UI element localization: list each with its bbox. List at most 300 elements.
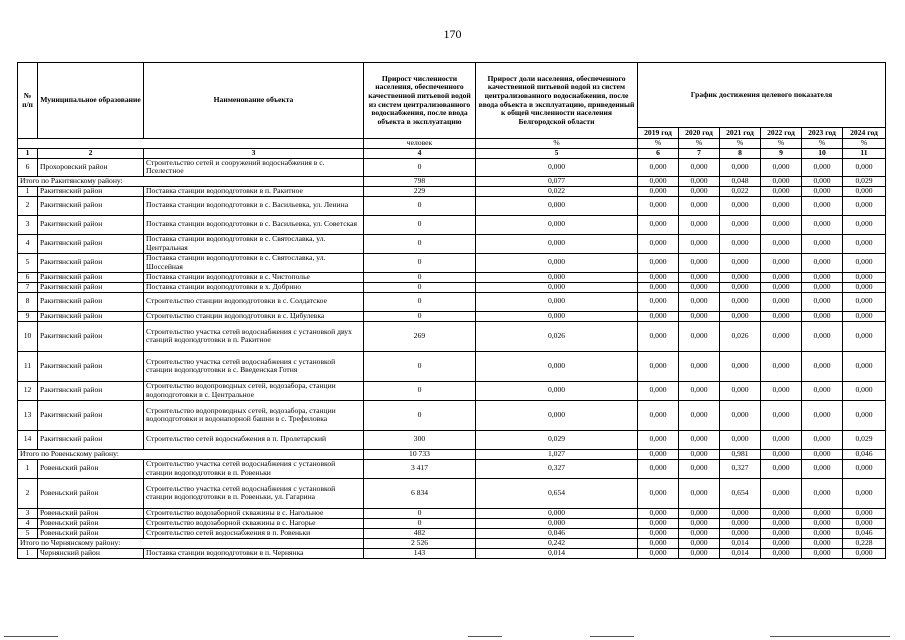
share-growth-cell: 0,000 [476, 400, 638, 430]
year-value-cell: 0,000 [720, 518, 761, 528]
share-growth-cell: 0,014 [476, 548, 638, 558]
pop-growth-cell: 3 417 [364, 459, 476, 478]
row-number: 7 [18, 282, 38, 292]
municipality-cell: Ракитянский район [38, 196, 144, 215]
pop-growth-cell: 0 [364, 196, 476, 215]
header-year-unit: % [843, 139, 886, 149]
header-year-unit: % [679, 139, 720, 149]
pop-growth-cell: 0 [364, 400, 476, 430]
year-value-cell: 0,000 [638, 538, 679, 548]
table-row [18, 400, 886, 430]
object-cell: Строительство водопроводных сетей, водозабора, станции водоподготовки и водонапорной башни в с. Трефиловка [144, 400, 364, 430]
year-value-cell: 0,000 [638, 311, 679, 321]
row-number: 1 [18, 548, 38, 558]
year-value-cell: 0,000 [761, 176, 802, 186]
row-number: 4 [18, 518, 38, 528]
object-cell: Поставка станции водоподготовки в с. Святославка, ул. Шоссейная [144, 253, 364, 272]
year-value-cell: 0,000 [843, 196, 886, 215]
year-value-cell: 0,000 [679, 253, 720, 272]
pop-growth-cell: 0 [364, 518, 476, 528]
pop-growth-cell: 0 [364, 381, 476, 400]
year-value-cell: 0,000 [843, 459, 886, 478]
share-growth-cell: 0,000 [476, 234, 638, 253]
year-value-cell: 0,000 [679, 518, 720, 528]
share-growth-cell: 0,000 [476, 253, 638, 272]
year-value-cell: 0,000 [679, 449, 720, 459]
year-value-cell: 0,000 [638, 196, 679, 215]
year-value-cell: 0,000 [802, 321, 843, 351]
pop-growth-cell: 0 [364, 158, 476, 176]
share-growth-cell: 0,000 [476, 215, 638, 234]
row-number: 9 [18, 311, 38, 321]
year-value-cell: 0,000 [679, 176, 720, 186]
total-row [18, 176, 886, 186]
table-header [18, 63, 886, 159]
row-number: 8 [18, 292, 38, 311]
table-row [18, 196, 886, 215]
year-value-cell: 0,000 [843, 518, 886, 528]
year-value-cell: 0,000 [720, 215, 761, 234]
year-value-cell: 0,000 [761, 351, 802, 381]
year-value-cell: 0,000 [761, 272, 802, 282]
year-value-cell: 0,000 [720, 381, 761, 400]
year-value-cell: 0,000 [843, 478, 886, 508]
pop-growth-cell: 798 [364, 176, 476, 186]
year-value-cell: 0,000 [843, 321, 886, 351]
year-value-cell: 0,327 [720, 459, 761, 478]
year-value-cell: 0,000 [761, 253, 802, 272]
year-value-cell: 0,000 [843, 186, 886, 196]
pop-growth-cell: 0 [364, 234, 476, 253]
year-value-cell: 0,048 [720, 176, 761, 186]
year-value-cell: 0,000 [679, 459, 720, 478]
header-year: 2023 год [802, 128, 843, 139]
year-value-cell: 0,000 [638, 282, 679, 292]
table-row [18, 518, 886, 528]
table-row [18, 282, 886, 292]
object-cell: Строительство сетей водоснабжения в п. Пролетарский [144, 430, 364, 449]
row-number: 12 [18, 381, 38, 400]
year-value-cell: 0,000 [679, 351, 720, 381]
year-value-cell: 0,000 [720, 528, 761, 538]
municipality-cell: Ракитянский район [38, 186, 144, 196]
object-cell: Строительство станции водоподготовки в с. Солдатское [144, 292, 364, 311]
municipality-cell: Чернянский район [38, 548, 144, 558]
municipality-cell: Ракитянский район [38, 311, 144, 321]
year-value-cell: 0,000 [802, 253, 843, 272]
municipality-cell: Ровеньский район [38, 528, 144, 538]
year-value-cell: 0,000 [802, 215, 843, 234]
year-value-cell: 0,000 [638, 253, 679, 272]
header-year: 2021 год [720, 128, 761, 139]
total-label: Итого по Чернянскому району: [18, 538, 364, 548]
year-value-cell: 0,000 [802, 351, 843, 381]
pop-growth-cell: 0 [364, 272, 476, 282]
year-value-cell: 0,000 [843, 272, 886, 282]
year-value-cell: 0,000 [802, 381, 843, 400]
municipality-cell: Ракитянский район [38, 351, 144, 381]
share-growth-cell: 0,029 [476, 430, 638, 449]
table-row [18, 508, 886, 518]
year-value-cell: 0,000 [802, 311, 843, 321]
year-value-cell: 0,000 [638, 215, 679, 234]
year-value-cell: 0,000 [843, 351, 886, 381]
row-number: 3 [18, 215, 38, 234]
municipality-cell: Ракитянский район [38, 282, 144, 292]
year-value-cell: 0,000 [720, 311, 761, 321]
year-value-cell: 0,000 [843, 292, 886, 311]
year-value-cell: 0,000 [720, 253, 761, 272]
year-value-cell: 0,000 [679, 158, 720, 176]
municipality-cell: Ракитянский район [38, 215, 144, 234]
header-year-unit: % [720, 139, 761, 149]
year-value-cell: 0,029 [843, 176, 886, 186]
header-units-blank [18, 139, 364, 149]
share-growth-cell: 0,000 [476, 282, 638, 292]
year-value-cell: 0,000 [802, 158, 843, 176]
total-label: Итого по Ровеньскому району: [18, 449, 364, 459]
year-value-cell: 0,000 [843, 215, 886, 234]
year-value-cell: 0,000 [802, 518, 843, 528]
row-number: 2 [18, 196, 38, 215]
year-value-cell: 0,981 [720, 449, 761, 459]
row-number: 4 [18, 234, 38, 253]
share-growth-cell: 0,000 [476, 158, 638, 176]
municipality-cell: Ракитянский район [38, 272, 144, 282]
municipality-cell: Ровеньский район [38, 459, 144, 478]
year-value-cell: 0,000 [802, 176, 843, 186]
row-number: 2 [18, 478, 38, 508]
year-value-cell: 0,000 [843, 311, 886, 321]
year-value-cell: 0,000 [679, 234, 720, 253]
pop-growth-cell: 0 [364, 282, 476, 292]
header-unit-pct: % [476, 139, 638, 149]
row-number: 1 [18, 459, 38, 478]
pop-growth-cell: 0 [364, 508, 476, 518]
object-cell: Строительство водозаборной скважины в с. Нагольное [144, 508, 364, 518]
pop-growth-cell: 0 [364, 351, 476, 381]
row-number: 6 [18, 272, 38, 282]
year-value-cell: 0,000 [638, 508, 679, 518]
target-indicator-table [17, 62, 886, 559]
year-value-cell: 0,000 [638, 400, 679, 430]
share-growth-cell: 0,242 [476, 538, 638, 548]
year-value-cell: 0,000 [843, 381, 886, 400]
year-value-cell: 0,000 [679, 381, 720, 400]
table-body [18, 158, 886, 558]
municipality-cell: Прохоровский район [38, 158, 144, 176]
pop-growth-cell: 2 526 [364, 538, 476, 548]
pop-growth-cell: 0 [364, 253, 476, 272]
year-value-cell: 0,000 [679, 196, 720, 215]
municipality-cell: Ракитянский район [38, 321, 144, 351]
year-value-cell: 0,000 [720, 351, 761, 381]
header-year-unit: % [761, 139, 802, 149]
year-value-cell: 0,000 [720, 400, 761, 430]
year-value-cell: 0,228 [843, 538, 886, 548]
table-row [18, 158, 886, 176]
table-row [18, 215, 886, 234]
year-value-cell: 0,000 [679, 321, 720, 351]
year-value-cell: 0,000 [720, 272, 761, 282]
year-value-cell: 0,000 [679, 400, 720, 430]
header-object: Наименование объекта [144, 63, 364, 139]
page-number: 170 [443, 27, 462, 41]
year-value-cell: 0,000 [802, 282, 843, 292]
share-growth-cell: 0,000 [476, 381, 638, 400]
pop-growth-cell: 0 [364, 215, 476, 234]
municipality-cell: Ракитянский район [38, 430, 144, 449]
year-value-cell: 0,000 [761, 538, 802, 548]
year-value-cell: 0,000 [802, 186, 843, 196]
table-row [18, 459, 886, 478]
year-value-cell: 0,000 [843, 400, 886, 430]
table-row [18, 253, 886, 272]
year-value-cell: 0,000 [638, 176, 679, 186]
year-value-cell: 0,000 [720, 508, 761, 518]
table-row [18, 381, 886, 400]
page-edge-line [770, 636, 890, 637]
object-cell: Строительство сетей водоснабжения в п. Ровеньки [144, 528, 364, 538]
year-value-cell: 0,000 [679, 528, 720, 538]
year-value-cell: 0,654 [720, 478, 761, 508]
header-col-number: 1 [18, 149, 38, 159]
year-value-cell: 0,000 [638, 158, 679, 176]
header-year-unit: % [638, 139, 679, 149]
header-col-number: 2 [38, 149, 144, 159]
year-value-cell: 0,000 [761, 548, 802, 558]
year-value-cell: 0,000 [802, 272, 843, 282]
year-value-cell: 0,000 [679, 538, 720, 548]
object-cell: Поставка станции водоподготовки в с. Чистополье [144, 272, 364, 282]
header-year-unit: % [802, 139, 843, 149]
year-value-cell: 0,014 [720, 538, 761, 548]
object-cell: Поставка станции водоподготовки в с. Васильевка, ул. Ленина [144, 196, 364, 215]
year-value-cell: 0,046 [843, 528, 886, 538]
pop-growth-cell: 6 834 [364, 478, 476, 508]
table-row [18, 272, 886, 282]
municipality-cell: Ракитянский район [38, 400, 144, 430]
object-cell: Поставка станции водоподготовки в п. Чернянка [144, 548, 364, 558]
pop-growth-cell: 0 [364, 292, 476, 311]
year-value-cell: 0,000 [638, 449, 679, 459]
year-value-cell: 0,046 [843, 449, 886, 459]
year-value-cell: 0,000 [802, 548, 843, 558]
header-col-number: 11 [843, 149, 886, 159]
year-value-cell: 0,000 [679, 508, 720, 518]
year-value-cell: 0,000 [802, 478, 843, 508]
year-value-cell: 0,000 [843, 282, 886, 292]
total-row [18, 538, 886, 548]
page-edge-line [590, 636, 634, 637]
object-cell: Строительство участка сетей водоснабжения с установкой станции водоподготовки в п. Ровеньки [144, 459, 364, 478]
year-value-cell: 0,000 [638, 548, 679, 558]
share-growth-cell: 1,027 [476, 449, 638, 459]
year-value-cell: 0,000 [843, 234, 886, 253]
year-value-cell: 0,000 [761, 381, 802, 400]
row-number: 1 [18, 186, 38, 196]
year-value-cell: 0,000 [679, 430, 720, 449]
object-cell: Строительство водопроводных сетей, водозабора, станции водоподготовки в с. Центральное [144, 381, 364, 400]
header-year: 2024 год [843, 128, 886, 139]
share-growth-cell: 0,022 [476, 186, 638, 196]
pop-growth-cell: 229 [364, 186, 476, 196]
table-row [18, 478, 886, 508]
table-row [18, 321, 886, 351]
pop-growth-cell: 300 [364, 430, 476, 449]
header-share-growth: Прирост доли населения, обеспеченного качественной питьевой водой из систем централизованного водоснабжения, после ввода объекта в эксплуатацию, приведенный к общей численности населения Белгородской области [476, 63, 638, 139]
year-value-cell: 0,000 [679, 186, 720, 196]
year-value-cell: 0,000 [679, 311, 720, 321]
year-value-cell: 0,000 [761, 321, 802, 351]
header-col-number: 3 [144, 149, 364, 159]
municipality-cell: Ровеньский район [38, 478, 144, 508]
row-number: 3 [18, 508, 38, 518]
year-value-cell: 0,000 [761, 478, 802, 508]
municipality-cell: Ровеньский район [38, 508, 144, 518]
municipality-cell: Ракитянский район [38, 234, 144, 253]
pop-growth-cell: 269 [364, 321, 476, 351]
year-value-cell: 0,000 [679, 272, 720, 282]
year-value-cell: 0,000 [638, 381, 679, 400]
year-value-cell: 0,000 [679, 215, 720, 234]
year-value-cell: 0,000 [720, 282, 761, 292]
row-number: 13 [18, 400, 38, 430]
header-col-number: 10 [802, 149, 843, 159]
share-growth-cell: 0,077 [476, 176, 638, 186]
share-growth-cell: 0,000 [476, 351, 638, 381]
year-value-cell: 0,000 [761, 508, 802, 518]
header-year: 2019 год [638, 128, 679, 139]
share-growth-cell: 0,000 [476, 518, 638, 528]
year-value-cell: 0,000 [802, 430, 843, 449]
year-value-cell: 0,000 [638, 321, 679, 351]
object-cell: Поставка станции водоподготовки в с. Васильевка, ул. Советская [144, 215, 364, 234]
year-value-cell: 0,000 [761, 518, 802, 528]
row-number: 14 [18, 430, 38, 449]
header-schedule: График достижения целевого показателя [638, 63, 886, 128]
year-value-cell: 0,000 [761, 186, 802, 196]
municipality-cell: Ракитянский район [38, 253, 144, 272]
year-value-cell: 0,000 [638, 292, 679, 311]
year-value-cell: 0,000 [679, 282, 720, 292]
total-row [18, 449, 886, 459]
year-value-cell: 0,000 [761, 449, 802, 459]
object-cell: Строительство участка сетей водоснабжения с установкой станции водоподготовки в с. Введенская Готня [144, 351, 364, 381]
table-row [18, 234, 886, 253]
table-row [18, 548, 886, 558]
year-value-cell: 0,026 [720, 321, 761, 351]
share-growth-cell: 0,000 [476, 196, 638, 215]
pop-growth-cell: 0 [364, 311, 476, 321]
header-year: 2020 год [679, 128, 720, 139]
share-growth-cell: 0,000 [476, 272, 638, 282]
year-value-cell: 0,000 [802, 528, 843, 538]
year-value-cell: 0,022 [720, 186, 761, 196]
object-cell: Строительство станции водоподготовки в с. Цибулевка [144, 311, 364, 321]
year-value-cell: 0,000 [720, 292, 761, 311]
municipality-cell: Ракитянский район [38, 381, 144, 400]
total-label: Итого по Ракитянскому району: [18, 176, 364, 186]
year-value-cell: 0,000 [802, 459, 843, 478]
table-row [18, 351, 886, 381]
year-value-cell: 0,000 [761, 196, 802, 215]
page-edge-line [4, 636, 58, 637]
table-row [18, 292, 886, 311]
row-number: 5 [18, 528, 38, 538]
year-value-cell: 0,000 [720, 196, 761, 215]
year-value-cell: 0,000 [761, 430, 802, 449]
year-value-cell: 0,014 [720, 548, 761, 558]
year-value-cell: 0,000 [679, 478, 720, 508]
header-col-number: 5 [476, 149, 638, 159]
row-number: 5 [18, 253, 38, 272]
share-growth-cell: 0,654 [476, 478, 638, 508]
year-value-cell: 0,000 [802, 538, 843, 548]
object-cell: Поставка станции водоподготовки в с. Святославка, ул. Центральная [144, 234, 364, 253]
header-year: 2022 год [761, 128, 802, 139]
header-unit-people: человек [364, 139, 476, 149]
header-col-number: 6 [638, 149, 679, 159]
year-value-cell: 0,000 [761, 400, 802, 430]
year-value-cell: 0,000 [802, 292, 843, 311]
year-value-cell: 0,000 [638, 478, 679, 508]
year-value-cell: 0,000 [679, 292, 720, 311]
share-growth-cell: 0,000 [476, 508, 638, 518]
header-num: № п/п [18, 63, 38, 139]
pop-growth-cell: 143 [364, 548, 476, 558]
header-col-number: 4 [364, 149, 476, 159]
year-value-cell: 0,000 [802, 196, 843, 215]
object-cell: Поставка станции водоподготовки в п. Ракитное [144, 186, 364, 196]
year-value-cell: 0,000 [638, 430, 679, 449]
year-value-cell: 0,000 [761, 311, 802, 321]
year-value-cell: 0,000 [761, 459, 802, 478]
municipality-cell: Ракитянский район [38, 292, 144, 311]
year-value-cell: 0,000 [802, 508, 843, 518]
row-number: 11 [18, 351, 38, 381]
table-row [18, 311, 886, 321]
year-value-cell: 0,000 [638, 272, 679, 282]
header-col-number: 7 [679, 149, 720, 159]
year-value-cell: 0,000 [761, 215, 802, 234]
share-growth-cell: 0,046 [476, 528, 638, 538]
year-value-cell: 0,000 [843, 158, 886, 176]
header-pop-growth: Прирост численности населения, обеспеченного качественной питьевой водой из систем централизованного водоснабжения, после ввода объекта в эксплуатацию [364, 63, 476, 139]
table-row [18, 528, 886, 538]
pop-growth-cell: 482 [364, 528, 476, 538]
year-value-cell: 0,000 [720, 158, 761, 176]
year-value-cell: 0,029 [843, 430, 886, 449]
year-value-cell: 0,000 [802, 449, 843, 459]
share-growth-cell: 0,026 [476, 321, 638, 351]
year-value-cell: 0,000 [638, 234, 679, 253]
year-value-cell: 0,000 [761, 158, 802, 176]
year-value-cell: 0,000 [720, 234, 761, 253]
year-value-cell: 0,000 [679, 548, 720, 558]
share-growth-cell: 0,000 [476, 311, 638, 321]
year-value-cell: 0,000 [843, 253, 886, 272]
year-value-cell: 0,000 [761, 234, 802, 253]
year-value-cell: 0,000 [638, 518, 679, 528]
header-col-number: 8 [720, 149, 761, 159]
year-value-cell: 0,000 [843, 548, 886, 558]
share-growth-cell: 0,327 [476, 459, 638, 478]
year-value-cell: 0,000 [802, 400, 843, 430]
year-value-cell: 0,000 [761, 282, 802, 292]
pop-growth-cell: 10 733 [364, 449, 476, 459]
row-number: 10 [18, 321, 38, 351]
